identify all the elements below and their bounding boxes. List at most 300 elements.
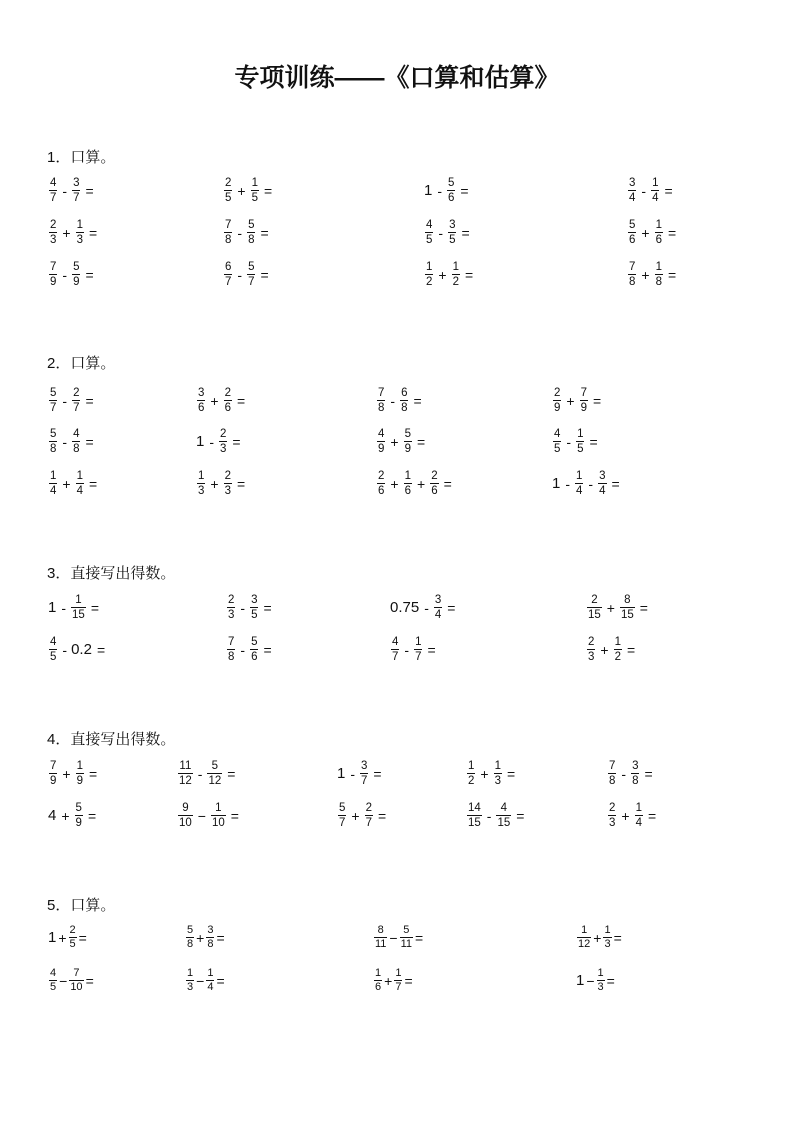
fraction-denominator: 5 — [449, 234, 456, 246]
fraction — [227, 636, 235, 663]
arithmetic-problem — [48, 760, 97, 787]
arithmetic-problem — [424, 261, 473, 288]
operator-sign: + — [62, 765, 71, 782]
operator-sign: + — [210, 475, 219, 492]
fraction-denominator: 5 — [577, 443, 584, 455]
whole-number: 1 — [48, 929, 57, 946]
operator-sign: - — [62, 182, 68, 199]
fraction-bar — [72, 441, 80, 442]
fraction-bar — [72, 400, 80, 401]
fraction — [76, 760, 84, 787]
arithmetic-problem — [424, 219, 470, 246]
fraction-numerator: 5 — [75, 802, 82, 814]
fraction-denominator: 9 — [73, 276, 80, 288]
arithmetic-problem — [376, 387, 422, 414]
fraction-numerator: 7 — [50, 261, 57, 273]
fraction — [250, 594, 258, 621]
fraction-numerator: 5 — [50, 387, 57, 399]
fraction-denominator: 2 — [452, 276, 459, 288]
fraction-numerator: 1 — [251, 177, 258, 189]
fraction — [391, 636, 399, 663]
arithmetic-problem — [586, 594, 648, 621]
operator-sign: + — [62, 475, 71, 492]
fraction-numerator: 5 — [187, 924, 194, 936]
fraction — [72, 177, 80, 204]
operator-sign: + — [390, 433, 399, 450]
arithmetic-problem — [337, 760, 382, 787]
equals-sign: = — [648, 807, 657, 824]
fraction-bar — [400, 400, 408, 401]
fraction-numerator: 5 — [404, 428, 411, 440]
section-heading: 5．口算。 — [47, 897, 116, 914]
fraction-numerator: 5 — [448, 177, 455, 189]
operator-sign: + — [196, 929, 205, 946]
operator-sign: - — [390, 392, 396, 409]
fraction — [603, 925, 611, 950]
fraction-bar — [224, 190, 232, 191]
equals-sign: = — [589, 433, 598, 450]
fraction — [76, 470, 84, 497]
fraction-numerator: 1 — [76, 760, 83, 772]
fraction-denominator: 7 — [50, 402, 57, 414]
fraction-numerator: 1 — [655, 219, 662, 231]
equals-sign: = — [461, 224, 470, 241]
arithmetic-problem — [607, 760, 653, 787]
fraction-bar — [76, 483, 84, 484]
fraction-numerator: 1 — [76, 219, 83, 231]
fraction — [71, 594, 86, 621]
fraction-bar — [655, 232, 663, 233]
fraction — [338, 802, 346, 829]
fraction-bar — [447, 190, 455, 191]
equals-sign: = — [516, 807, 525, 824]
fraction-numerator: 5 — [50, 428, 57, 440]
operator-sign: - — [437, 182, 443, 199]
fraction-numerator: 2 — [591, 594, 598, 606]
fraction — [394, 968, 402, 993]
equals-sign: = — [237, 475, 246, 492]
fraction-denominator: 9 — [580, 402, 587, 414]
whole-number: 1 — [196, 433, 205, 450]
fraction-denominator: 6 — [431, 485, 438, 497]
fraction-numerator: 2 — [50, 219, 57, 231]
fraction-denominator: 9 — [76, 775, 83, 787]
operator-sign: + — [641, 266, 650, 283]
fraction-bar — [224, 274, 232, 275]
operator-sign: - — [240, 599, 246, 616]
operator-sign: + — [210, 392, 219, 409]
arithmetic-problem — [424, 177, 469, 204]
fraction-bar — [49, 190, 57, 191]
fraction-denominator: 3 — [50, 234, 57, 246]
fraction-numerator: 5 — [73, 261, 80, 273]
fraction-numerator: 1 — [404, 470, 411, 482]
equals-sign: = — [644, 765, 653, 782]
operator-sign: - — [438, 224, 444, 241]
page-title: 专项训练——《口算和估算》 — [234, 64, 560, 92]
operator-sign: − — [197, 807, 206, 824]
arithmetic-problem — [576, 968, 615, 993]
fraction-bar — [608, 773, 616, 774]
fraction-denominator: 5 — [251, 192, 258, 204]
equals-sign: = — [443, 475, 452, 492]
fraction-denominator: 8 — [187, 938, 194, 950]
fraction-denominator: 7 — [395, 981, 402, 993]
fraction-denominator: 5 — [50, 651, 57, 663]
fraction — [224, 387, 232, 414]
equals-sign: = — [89, 475, 98, 492]
fraction-numerator: 2 — [554, 387, 561, 399]
equals-sign: = — [465, 266, 474, 283]
fraction-bar — [250, 649, 258, 650]
fraction — [377, 428, 385, 455]
fraction — [404, 428, 412, 455]
fraction — [207, 760, 222, 787]
equals-sign: = — [87, 807, 97, 824]
fraction — [467, 760, 475, 787]
fraction-denominator: 7 — [415, 651, 422, 663]
fraction-denominator: 4 — [576, 485, 583, 497]
fraction-numerator: 7 — [580, 387, 587, 399]
fraction-denominator: 7 — [225, 276, 232, 288]
fraction-bar — [614, 649, 622, 650]
arithmetic-problem — [48, 261, 94, 288]
arithmetic-problem — [390, 636, 436, 663]
fraction-bar — [430, 483, 438, 484]
equals-sign: = — [668, 266, 677, 283]
equals-sign: = — [96, 641, 106, 658]
equals-sign: = — [664, 182, 673, 199]
fraction-denominator: 3 — [597, 981, 604, 993]
fraction-bar — [494, 773, 502, 774]
arithmetic-problem — [226, 594, 272, 621]
arithmetic-problem — [177, 760, 235, 787]
operator-sign: + — [566, 392, 575, 409]
fraction-bar — [365, 815, 373, 816]
operator-sign: + — [480, 765, 489, 782]
equals-sign: = — [460, 182, 469, 199]
operator-sign: - — [62, 392, 68, 409]
fraction-bar — [425, 232, 433, 233]
fraction-bar — [575, 483, 583, 484]
fraction-numerator: 5 — [629, 219, 636, 231]
fraction-denominator: 8 — [248, 234, 255, 246]
equals-sign: = — [263, 641, 272, 658]
fraction — [69, 925, 77, 950]
arithmetic-problem — [48, 802, 96, 829]
fraction-bar — [49, 274, 57, 275]
equals-sign: = — [78, 929, 87, 946]
fraction-numerator: 7 — [225, 219, 232, 231]
operator-sign: + — [237, 182, 246, 199]
fraction-numerator: 3 — [629, 177, 636, 189]
operator-sign: + — [62, 224, 71, 241]
fraction-numerator: 11 — [179, 760, 192, 772]
equals-sign: = — [216, 972, 225, 989]
fraction — [628, 261, 636, 288]
fraction — [250, 636, 258, 663]
fraction — [178, 802, 193, 829]
equals-sign: = — [85, 433, 94, 450]
fraction — [72, 428, 80, 455]
fraction-numerator: 1 — [577, 428, 584, 440]
arithmetic-problem — [48, 470, 97, 497]
operator-sign: - — [588, 475, 594, 492]
fraction-denominator: 9 — [50, 775, 57, 787]
fraction-numerator: 3 — [632, 760, 639, 772]
fraction-numerator: 3 — [207, 924, 214, 936]
fraction-numerator: 1 — [395, 967, 402, 979]
fraction-bar — [377, 483, 385, 484]
fraction — [206, 968, 214, 993]
fraction-numerator: 1 — [452, 261, 459, 273]
fraction-numerator: 7 — [228, 636, 235, 648]
fraction — [575, 470, 583, 497]
fraction-denominator: 15 — [497, 817, 511, 829]
fraction-denominator: 3 — [76, 234, 83, 246]
fraction-denominator: 5 — [251, 609, 258, 621]
equals-sign: = — [427, 641, 436, 658]
operator-sign: − — [389, 929, 398, 946]
fraction-bar — [76, 773, 84, 774]
fraction-denominator: 5 — [69, 938, 76, 950]
fraction — [72, 261, 80, 288]
fraction-bar — [227, 649, 235, 650]
arithmetic-problem — [627, 261, 676, 288]
fraction-denominator: 8 — [609, 775, 616, 787]
fraction — [76, 219, 84, 246]
fraction-denominator: 12 — [578, 938, 591, 950]
fraction-denominator: 15 — [588, 609, 601, 621]
fraction-denominator: 5 — [426, 234, 433, 246]
fraction-numerator: 1 — [652, 177, 659, 189]
fraction-numerator: 3 — [361, 760, 368, 772]
operator-sign: − — [586, 972, 595, 989]
fraction-numerator: 1 — [494, 760, 501, 772]
fraction-bar — [227, 607, 235, 608]
fraction-bar — [72, 190, 80, 191]
fraction-numerator: 2 — [220, 428, 227, 440]
fraction-denominator: 6 — [224, 402, 231, 414]
fraction-numerator: 5 — [248, 219, 255, 231]
equals-sign: = — [627, 641, 636, 658]
equals-sign: = — [378, 807, 387, 824]
fraction-bar — [628, 190, 636, 191]
arithmetic-problem — [373, 925, 423, 950]
fraction-numerator: 1 — [207, 967, 214, 979]
fraction-denominator: 9 — [554, 402, 561, 414]
fraction — [651, 177, 659, 204]
operator-sign: + — [641, 224, 650, 241]
fraction-bar — [655, 274, 663, 275]
fraction — [400, 925, 413, 950]
fraction-bar — [49, 441, 57, 442]
fraction-numerator: 1 — [50, 470, 57, 482]
fraction — [374, 968, 382, 993]
fraction-numerator: 1 — [581, 924, 588, 936]
equals-sign: = — [85, 972, 94, 989]
equals-sign: = — [593, 392, 602, 409]
fraction — [448, 219, 456, 246]
fraction-bar — [49, 483, 57, 484]
section-heading: 4．直接写出得数。 — [47, 731, 176, 748]
fraction-denominator: 6 — [198, 402, 205, 414]
arithmetic-problem — [48, 219, 97, 246]
fraction — [374, 925, 387, 950]
fraction-denominator: 4 — [629, 192, 636, 204]
fraction-denominator: 6 — [378, 485, 385, 497]
fraction — [197, 470, 205, 497]
fraction — [197, 387, 205, 414]
fraction-bar — [425, 274, 433, 275]
arithmetic-problem — [466, 760, 515, 787]
section-heading: 3．直接写出得数。 — [47, 565, 176, 582]
fraction-numerator: 2 — [228, 594, 235, 606]
equals-sign: = — [89, 765, 98, 782]
fraction — [655, 261, 663, 288]
arithmetic-problem — [223, 177, 272, 204]
fraction-bar — [580, 400, 588, 401]
fraction-denominator: 11 — [375, 938, 387, 950]
fraction-denominator: 9 — [404, 443, 411, 455]
fraction-numerator: 5 — [339, 802, 346, 814]
fraction-denominator: 5 — [50, 981, 57, 993]
equals-sign: = — [85, 266, 94, 283]
fraction-bar — [360, 773, 368, 774]
fraction — [227, 594, 235, 621]
arithmetic-problem — [48, 594, 99, 621]
fraction-denominator: 10 — [179, 817, 192, 829]
fraction-denominator: 3 — [187, 981, 194, 993]
fraction — [587, 594, 602, 621]
fraction-bar — [434, 607, 442, 608]
operator-sign: - — [61, 599, 67, 616]
fraction-denominator: 7 — [73, 402, 80, 414]
whole-number: 1 — [337, 765, 346, 782]
fraction-denominator: 6 — [448, 192, 455, 204]
equals-sign: = — [668, 224, 677, 241]
fraction — [587, 636, 595, 663]
equals-sign: = — [417, 433, 426, 450]
fraction-numerator: 3 — [198, 387, 205, 399]
fraction-bar — [496, 815, 511, 816]
fraction-numerator: 8 — [377, 924, 384, 936]
fraction-numerator: 4 — [50, 967, 57, 979]
fraction — [186, 968, 194, 993]
fraction — [224, 261, 232, 288]
fraction-denominator: 8 — [225, 234, 232, 246]
fraction — [49, 470, 57, 497]
equals-sign: = — [85, 392, 94, 409]
arithmetic-problem — [607, 802, 656, 829]
fraction-denominator: 7 — [73, 192, 80, 204]
arithmetic-problem — [196, 470, 245, 497]
fraction-numerator: 1 — [415, 636, 422, 648]
fraction — [496, 802, 511, 829]
fraction-denominator: 10 — [70, 981, 83, 993]
fraction-numerator: 5 — [248, 261, 255, 273]
fraction-denominator: 3 — [494, 775, 501, 787]
operator-sign: - — [62, 266, 68, 283]
fraction-numerator: 2 — [69, 924, 76, 936]
operator-sign: + — [600, 641, 609, 658]
fraction-bar — [250, 607, 258, 608]
fraction-bar — [247, 232, 255, 233]
fraction-bar — [75, 815, 83, 816]
equals-sign: = — [216, 929, 225, 946]
fraction-bar — [49, 232, 57, 233]
fraction-bar — [628, 232, 636, 233]
fraction-denominator: 7 — [365, 817, 372, 829]
arithmetic-problem — [185, 968, 225, 993]
fraction-denominator: 8 — [655, 276, 662, 288]
fraction-numerator: 4 — [50, 636, 57, 648]
fraction-denominator: 8 — [50, 443, 57, 455]
operator-sign: + — [417, 475, 426, 492]
equals-sign: = — [404, 972, 413, 989]
fraction — [608, 760, 616, 787]
fraction — [377, 470, 385, 497]
equals-sign: = — [639, 599, 648, 616]
fraction-bar — [553, 400, 561, 401]
equals-sign: = — [606, 972, 615, 989]
fraction-denominator: 4 — [599, 485, 606, 497]
fraction-numerator: 1 — [576, 470, 583, 482]
fraction — [425, 261, 433, 288]
equals-sign: = — [611, 475, 620, 492]
fraction — [404, 470, 412, 497]
fraction-bar — [598, 483, 606, 484]
fraction — [447, 177, 455, 204]
fraction-numerator: 4 — [554, 428, 561, 440]
fraction-numerator: 7 — [73, 967, 80, 979]
operator-sign: + — [351, 807, 360, 824]
operator-sign: - — [404, 641, 410, 658]
fraction-numerator: 1 — [426, 261, 433, 273]
arithmetic-problem — [223, 219, 269, 246]
arithmetic-problem — [48, 636, 105, 663]
fraction-denominator: 5 — [554, 443, 561, 455]
arithmetic-problem — [376, 470, 452, 497]
fraction — [434, 594, 442, 621]
fraction-denominator: 4 — [76, 485, 83, 497]
fraction-numerator: 4 — [426, 219, 433, 231]
fraction-denominator: 8 — [228, 651, 235, 663]
fraction-bar — [391, 649, 399, 650]
arithmetic-problem — [552, 470, 620, 497]
whole-number: 0.75 — [390, 599, 420, 616]
fraction-numerator: 3 — [73, 177, 80, 189]
fraction-numerator: 6 — [225, 261, 232, 273]
fraction-denominator: 7 — [392, 651, 399, 663]
fraction-bar — [631, 773, 639, 774]
fraction — [655, 219, 663, 246]
fraction-numerator: 1 — [468, 760, 475, 772]
whole-number: 0.2 — [71, 641, 92, 658]
fraction-numerator: 1 — [215, 802, 222, 814]
fraction-denominator: 3 — [228, 609, 235, 621]
arithmetic-problem — [376, 428, 425, 455]
fraction-numerator: 4 — [73, 428, 80, 440]
operator-sign: - — [486, 807, 492, 824]
operator-sign: - — [621, 765, 627, 782]
fraction-numerator: 1 — [187, 967, 194, 979]
operator-sign: - — [62, 433, 68, 450]
fraction-denominator: 6 — [375, 981, 382, 993]
fraction-bar — [553, 441, 561, 442]
operator-sign: - — [424, 599, 429, 616]
fraction-denominator: 8 — [632, 775, 639, 787]
